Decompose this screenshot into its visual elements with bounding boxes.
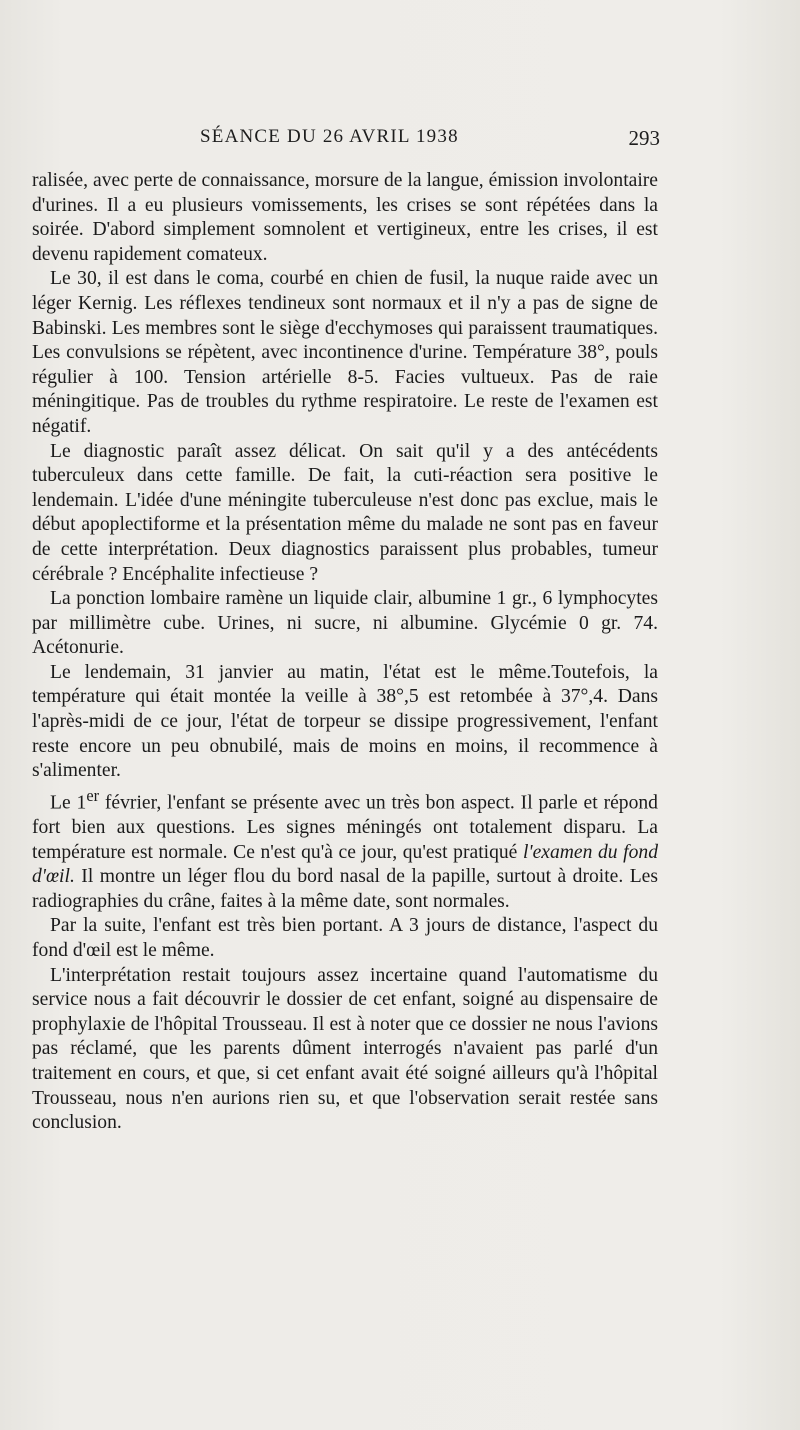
running-head: SÉANCE DU 26 AVRIL 1938: [200, 126, 459, 147]
paragraph-6: [32, 784, 658, 915]
paragraph-6-start: Le 1: [50, 792, 87, 814]
paragraph-5: Le lendemain, 31 janvier au matin, l'état est le même.Toutefois, la température qui était montée la veille à 38°,5 est retombée à 37°,4. Dans l'après-midi de ce jour, l'état de torpeur se dissipe progressivement, l'enfant reste encore un peu obnubilé, mais de moins en moins, il recommence à s'alimenter.: [32, 661, 658, 782]
paragraph-3: Le diagnostic paraît assez délicat. On sait qu'il y a des antécédents tuberculeux dans cette famille. De fait, la cuti-réaction sera positive le lendemain. L'idée d'une méningite tuberculeuse n'est donc pas exclue, mais le début apoplectiforme et la présentation même du malade ne sont pas en faveur de cette interprétation. Deux diagnostics paraissent plus probables, tumeur cérébrale ? Encéphalite infectieuse ?: [32, 440, 658, 585]
ordinal-superscript: er: [86, 785, 100, 805]
paragraph-6-middle: février, l'enfant se présente avec un très bon aspect. Il parle et répond fort bien aux questions. Les signes méningés ont totalement disparu. La température est normale. Ce n'est qu'à ce jour, qu'est pratiqué: [32, 792, 658, 863]
italic-phrase: l'examen du fond d'œil.: [32, 841, 658, 888]
page-number: 293: [628, 126, 660, 150]
paragraph-2: Le 30, il est dans le coma, courbé en chien de fusil, la nuque raide avec un léger Kernig. Les réflexes tendineux sont normaux et il n'y a pas de signe de Babinski. Les membres sont le siège d'ecchymoses qui paraissent traumatiques. Les convulsions se répètent, avec incontinence d'urine. Température 38°, pouls régulier à 100. Tension artérielle 8-5. Facies vultueux. Pas de raie méningitique. Pas de troubles du rythme respiratoire. Le reste de l'examen est négatif.: [32, 268, 658, 437]
paragraph-6-end: Il montre un léger flou du bord nasal de la papille, surtout à droite. Les radiographies du crâne, faites à la même date, sont normales.: [32, 866, 658, 912]
paragraph-8: L'interprétation restait toujours assez incertaine quand l'automatisme du service nous a fait découvrir le dossier de cet enfant, soigné au dispensaire de prophylaxie de l'hôpital Trousseau. Il est à noter que ce dossier ne nous l'avions pas réclamé, que les parents dûment interrogés n'avaient pas parlé d'un traitement en cours, et que, si cet enfant avait été soigné ailleurs qu'à l'hôpital Trousseau, nous n'en aurions rien su, et que l'observation serait restée sans conclusion.: [32, 964, 658, 1134]
paragraph-7: Par la suite, l'enfant est très bien portant. A 3 jours de distance, l'aspect du fond d'œil est le même.: [32, 915, 658, 961]
page-header: [30, 126, 660, 156]
paragraph-4: La ponction lombaire ramène un liquide clair, albumine 1 gr., 6 lymphocytes par millimètre cube. Urines, ni sucre, ni albumine. Glycémie 0 gr. 74. Acétonurie.: [32, 588, 658, 659]
body-text: [32, 169, 658, 1136]
paragraph-1: ralisée, avec perte de connaissance, morsure de la langue, émission involontaire d'urines. Il a eu plusieurs vomissements, les crises se sont répétées dans la soirée. D'abord simplement somnolent et vertigineux, entre les crises, il est devenu rapidement comateux.: [32, 170, 658, 265]
